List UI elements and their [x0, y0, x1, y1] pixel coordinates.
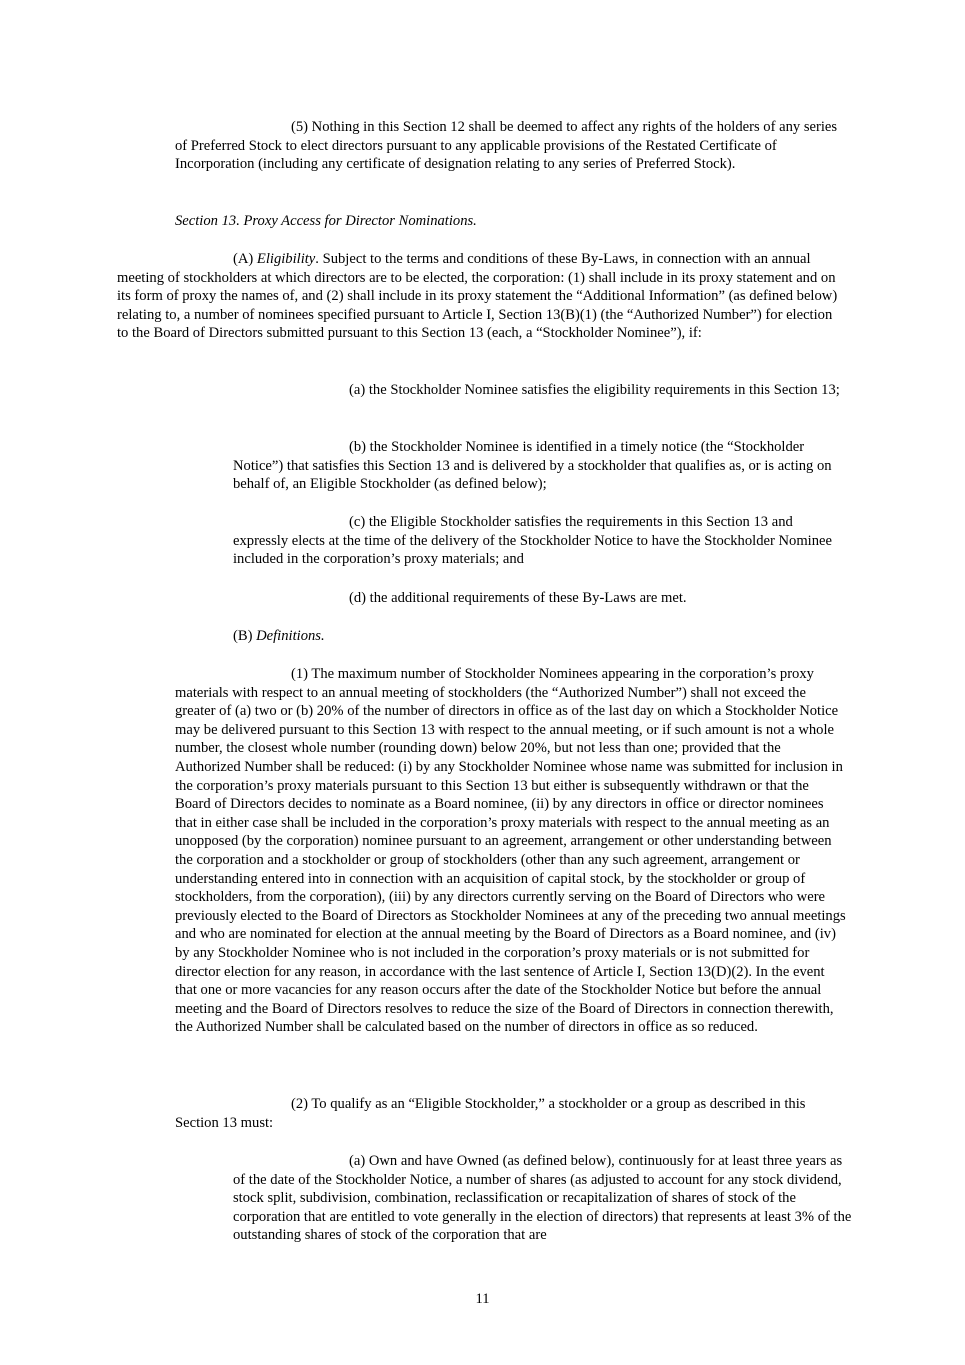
item-c: (c) the Eligible Stockholder satisfies the requirements in this Section 13 and expressly elects at the time of the delivery of the Stockholder Notice to have the Stockholder Nominee included in the corporation’s proxy materials; and — [233, 514, 832, 568]
paragraph-b2a: (a) Own and have Owned (as defined below), continuously for at least three years as of the date of the Stockholder Notice, a number of shares (as adjusted to account for any stock dividend, stock split, subdivision, combination, reclassification or recapitalization of shares of stock of the corporation that are entitled to vote generally in the election of directors) that represents at least 3% of the outstanding shares of stock of the corporation that are — [233, 1153, 852, 1244]
eligibility-text: . Subject to the terms and conditions of these By-Laws, in connection with an annual meeting of stockholders at which directors are to be elected, the corporation: (1) shall include in its proxy statement and on its form of proxy the names of, and (2) shall include in its proxy statement the “Additional Information” (as defined below) relating to, a number of nominees specified pursuant to Article I, Section 13(B)(1) (the “Authorized Number”) for election to the Board of Directors submitted pursuant to this Section 13 (each, a “Stockholder Nominee”), if: — [117, 251, 838, 342]
item-d: (d) the additional requirements of these By-Laws are met. — [349, 590, 687, 606]
paragraph-a-eligibility — [117, 250, 845, 343]
paragraph-5: (5) Nothing in this Section 12 shall be deemed to affect any rights of the holders of any series of Preferred Stock to elect directors pursuant to any applicable provisions of the Restated Certificate of Incorporation (including any certificate of designation relating to any series of Preferred Stock). — [175, 119, 838, 173]
label-a: (A) — [233, 251, 257, 267]
page-number: 11 — [475, 1291, 490, 1307]
eligibility-title: Eligibility — [256, 251, 316, 267]
label-b: (B) — [233, 628, 257, 644]
section-13-heading: Section 13. Proxy Access for Director Nominations. — [175, 213, 477, 229]
paragraph-b1: (1) The maximum number of Stockholder Nominees appearing in the corporation’s proxy materials with respect to an annual meeting of stockholders (the “Authorized Number”) shall not exceed the greater of (a) two or (b) 20% of the number of directors in office as of the last day on which a Stockholder Notice may be delivered pursuant to this Section 13 with respect to the annual meeting, or if such amount is not a whole number, the closest whole number (rounding down) below 20%, but not less than one; provided that the Authorized Number shall be reduced: (i) by any Stockholder Nominee whose name was submitted for inclusion in the corporation’s proxy materials pursuant to this Section 13 but either is subsequently withdrawn or that the Board of Directors decides to nominate as a Board nominee, (ii) by any directors in office or director nominees that in either case shall be included in the corporation’s proxy materials with respect to the annual meeting as an unopposed (by the corporation) nominee pursuant to an agreement, arrangement or other understanding between the corporation and a stockholder or group of stockholders (other than any such agreement, arrangement or understanding entered into in connection with an acquisition of capital stock, by the stockholder or group of stockholders, from the corporation), (iii) by any directors currently serving on the Board of Directors who were previously elected to the Board of Directors as Stockholder Nominees at any of the preceding two annual meetings and who are nominated for election at the annual meeting by the Board of Directors as a Board nominee, and (iv) by any Stockholder Nominee who is not included in the corporation’s proxy materials or is not submitted for director election for any reason, in accordance with the last sentence of Article I, Section 13(D)(2). In the event that one or more vacancies for any reason occurs after the date of the Stockholder Notice but before the annual meeting and the Board of Directors resolves to reduce the size of the Board of Directors in connection therewith, the Authorized Number shall be calculated based on the number of directors in office as so reduced. — [175, 666, 846, 1036]
definitions-title: Definitions. — [256, 628, 325, 644]
paragraph-b2: (2) To qualify as an “Eligible Stockholder,” a stockholder or a group as described in this Section 13 must: — [175, 1096, 806, 1131]
item-a: (a) the Stockholder Nominee satisfies the eligibility requirements in this Section 13; — [349, 382, 840, 398]
paragraph-b-definitions — [233, 627, 845, 646]
item-b: (b) the Stockholder Nominee is identified in a timely notice (the “Stockholder Notice”) that satisfies this Section 13 and is delivered by a stockholder that qualifies as, or is acting on behalf of, an Eligible Stockholder (as defined below); — [233, 439, 832, 493]
